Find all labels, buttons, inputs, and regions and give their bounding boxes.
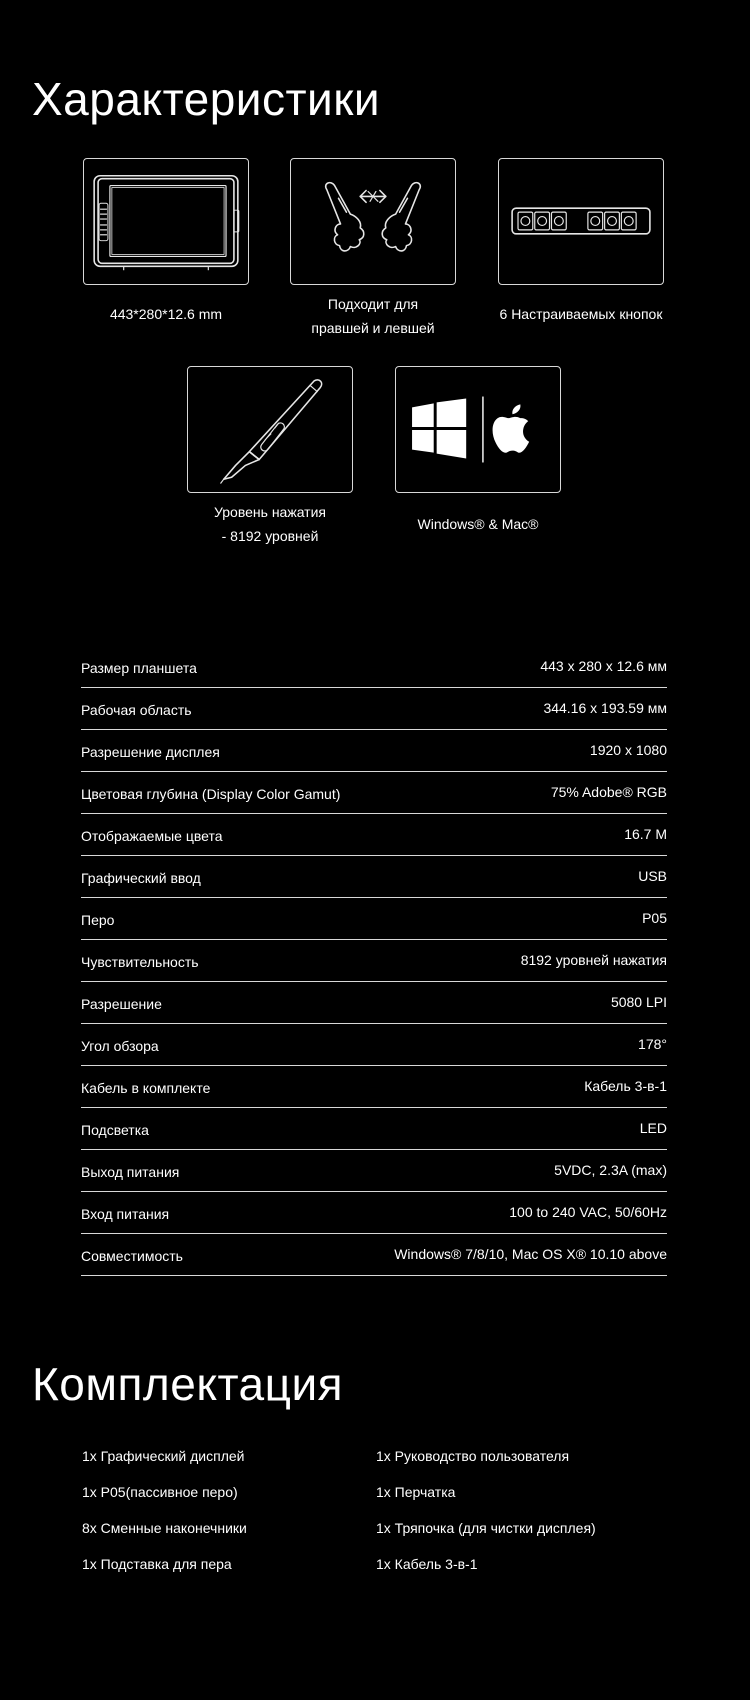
spec-value: P05 [642, 910, 667, 926]
package-item: 1x Кабель 3-в-1 [376, 1556, 478, 1572]
apple-logo-icon [493, 404, 530, 452]
spec-value: 5VDC, 2.3A (max) [554, 1162, 667, 1178]
package-item: 8x Сменные наконечники [82, 1520, 247, 1536]
spec-row [81, 898, 667, 940]
features-title: Характеристики [32, 73, 381, 125]
spec-row [81, 688, 667, 730]
spec-row [81, 730, 667, 772]
express-keys-icon [498, 158, 664, 285]
feature-keys-text: 6 Настраиваемых кнопок [499, 306, 663, 322]
tablet-icon [83, 158, 249, 285]
package-column-left [82, 1444, 247, 1588]
specs-table [81, 646, 667, 1276]
spec-label: Угол обзора [81, 1038, 159, 1054]
spec-row [81, 1108, 667, 1150]
package-column-right [376, 1444, 596, 1588]
spec-value: 1920 x 1080 [589, 742, 667, 758]
windows-mac-icon [395, 366, 561, 493]
spec-value: USB [638, 868, 667, 884]
spec-label: Вход питания [81, 1206, 170, 1222]
feature-hands-line1: Подходит для [327, 296, 419, 312]
spec-value: LED [639, 1120, 667, 1136]
spec-label: Рабочая область [81, 702, 192, 718]
spec-row [81, 940, 667, 982]
spec-value: 16.7 M [624, 826, 667, 842]
spec-row [81, 646, 667, 688]
package-item: 1x Руководство пользователя [376, 1448, 570, 1464]
spec-row [81, 1150, 667, 1192]
spec-label: Разрешение дисплея [81, 744, 220, 760]
spec-row [81, 814, 667, 856]
feature-pen-line1: Уровень нажатия [214, 504, 326, 520]
feature-hands-caption [265, 292, 481, 340]
spec-row [81, 1192, 667, 1234]
feature-hands-line2: правшей и левшей [311, 320, 435, 336]
feature-size-text: 443*280*12.6 mm [109, 306, 223, 322]
spec-row [81, 856, 667, 898]
package-item: 1x P05(пассивное перо) [82, 1484, 238, 1500]
feature-keys-caption [473, 302, 689, 326]
spec-row [81, 982, 667, 1024]
spec-label: Графический ввод [81, 870, 201, 886]
spec-label: Совместимость [81, 1248, 183, 1264]
spec-value: 75% Adobe® RGB [550, 784, 667, 800]
spec-label: Перо [81, 912, 115, 928]
spec-label: Цветовая глубина (Display Color Gamut) [81, 786, 341, 802]
feature-pen-caption [162, 500, 378, 548]
spec-label: Кабель в комплекте [81, 1080, 211, 1096]
feature-os-text: Windows® & Mac® [417, 516, 539, 532]
feature-size-caption [58, 302, 274, 326]
spec-row [81, 1066, 667, 1108]
package-item: 1x Подставка для пера [82, 1556, 232, 1572]
spec-label: Разрешение [81, 996, 162, 1012]
spec-label: Подсветка [81, 1122, 149, 1138]
spec-value: 8192 уровней нажатия [520, 952, 667, 968]
spec-value: 178° [638, 1036, 667, 1052]
package-item: 1x Перчатка [376, 1484, 456, 1500]
spec-label: Размер планшета [81, 660, 197, 676]
hands-swap-icon [290, 158, 456, 285]
package-item: 1x Графический дисплей [82, 1448, 245, 1464]
spec-value: 344.16 x 193.59 мм [543, 700, 667, 716]
feature-os-caption [370, 512, 586, 536]
windows-logo-icon [412, 398, 466, 458]
spec-value: Кабель 3-в-1 [584, 1078, 667, 1094]
spec-row [81, 772, 667, 814]
spec-label: Отображаемые цвета [81, 828, 223, 844]
spec-value: 100 to 240 VAC, 50/60Hz [509, 1204, 667, 1220]
spec-value: 5080 LPI [610, 994, 667, 1010]
package-item: 1x Тряпочка (для чистки дисплея) [376, 1520, 596, 1536]
pen-icon [187, 366, 353, 493]
spec-value: Windows® 7/8/10, Mac OS X® 10.10 above [394, 1246, 667, 1262]
spec-row [81, 1234, 667, 1276]
spec-label: Чувствительность [81, 954, 199, 970]
package-title: Комплектация [32, 1358, 344, 1410]
feature-pen-line2: - 8192 уровней [221, 528, 319, 544]
spec-value: 443 x 280 x 12.6 мм [540, 658, 667, 674]
spec-label: Выход питания [81, 1164, 180, 1180]
spec-row [81, 1024, 667, 1066]
